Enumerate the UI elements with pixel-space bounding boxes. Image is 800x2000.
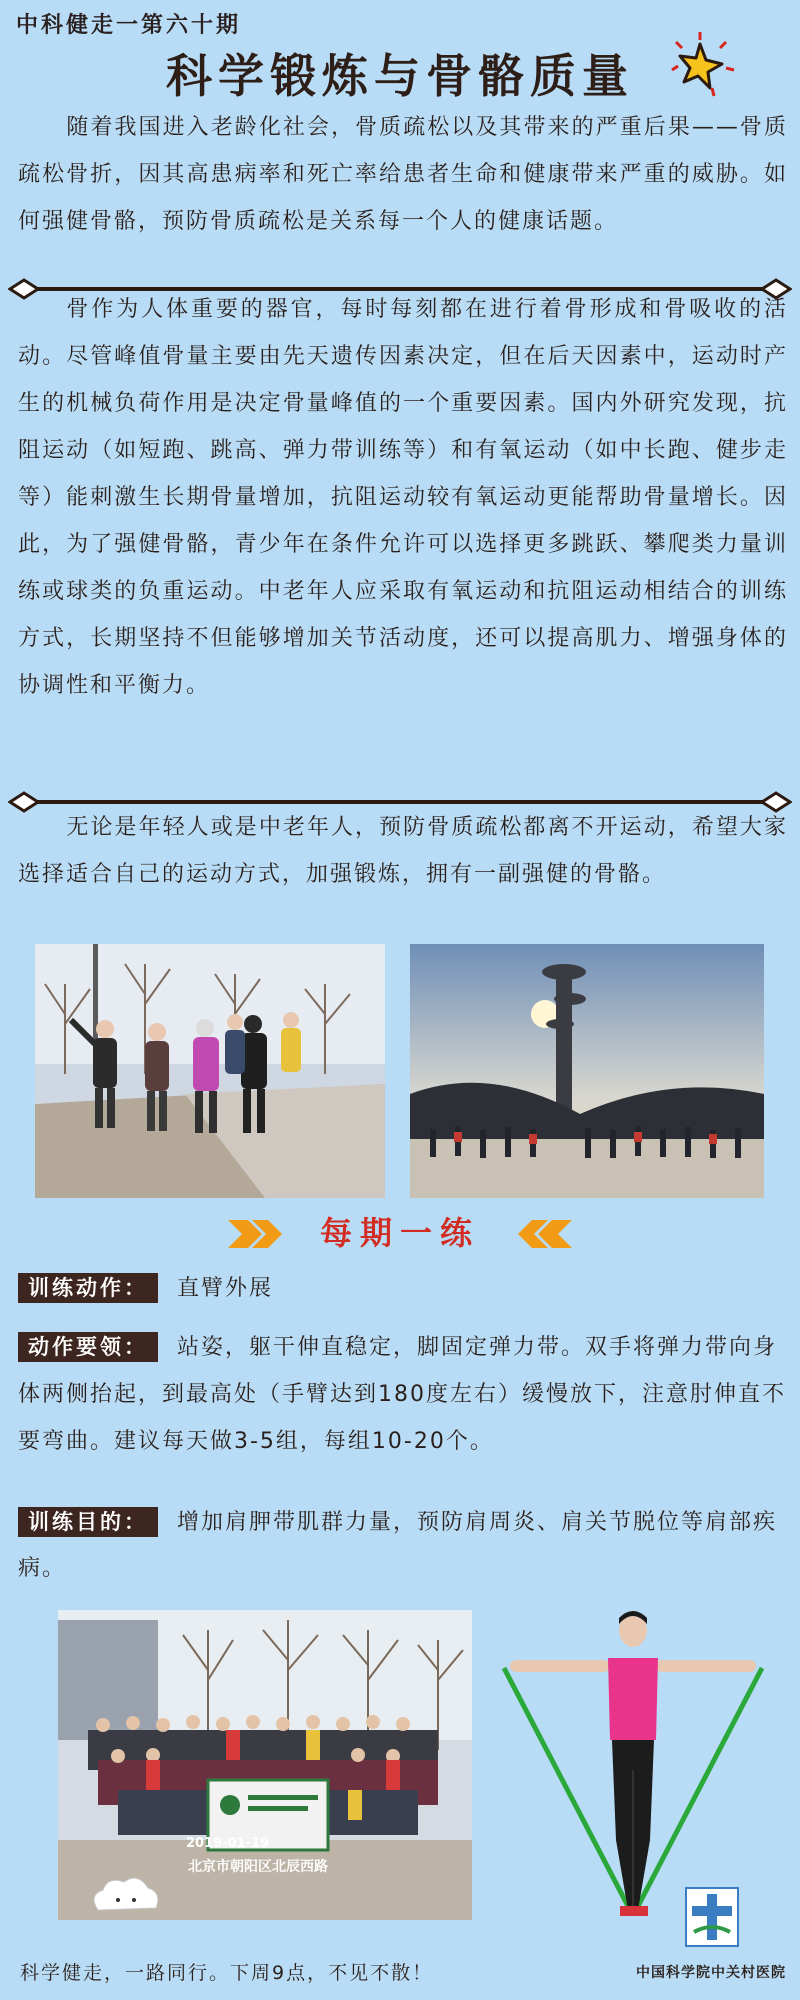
training-action-tag: 训练动作： (18, 1273, 158, 1303)
olympic-tower-photo (410, 944, 764, 1198)
section-banner-title: 每期一练 (319, 1214, 480, 1252)
photo-location-stamp: 北京市朝阳区北辰西路 (188, 1859, 328, 1875)
instructor-resistance-band-figure (500, 1610, 768, 1930)
intro-paragraph: 随着我国进入老龄化社会，骨质疏松以及其带来的严重后果——骨质疏松骨折，因其高患病率和死亡率给患者生命和健康带来严重的威胁。如何强健骨骼，预防骨质疏松是关系每一个人的健康话题。 (18, 115, 788, 234)
training-tips-tag: 动作要领： (18, 1332, 158, 1362)
hospital-logo-icon (684, 1886, 740, 1948)
training-action-value: 直臂外展 (177, 1276, 274, 1301)
body-paragraph: 骨作为人体重要的器官，每时每刻都在进行着骨形成和骨吸收的活动。尽管峰值骨量主要由先天遗传因素决定，但在后天因素中，运动时产生的机械负荷作用是决定骨量峰值的一个重要因素。国内外研究发现，抗阻运动（如短跑、跳高、弹力带训练等）和有氧运动（如中长跑、健步走等）能刺激生长期骨量增加，抗阻运动较有氧运动更能帮助骨量增长。因此，为了强健骨骼，青少年在条件允许可以选择更多跳跃、攀爬类力量训练或球类的负重运动。中老年人应采取有氧运动和抗阻运动相结合的训练方式，长期坚持不但能够增加关节活动度，还可以提高肌力、增强身体的协调性和平衡力。 (18, 297, 788, 698)
training-tips-row (18, 1324, 788, 1465)
walking-group-photo (35, 944, 385, 1198)
group-photo (58, 1610, 472, 1920)
page-title: 科学锻炼与骨骼质量 (166, 49, 634, 103)
training-action-row (18, 1272, 788, 1306)
sparkle-icon (664, 30, 736, 102)
footer-slogan: 科学健走，一路同行。下周9点，不见不散！ (20, 1962, 434, 1984)
footer-hospital-name: 中国科学院中关村医院 (636, 1965, 786, 1981)
closing-paragraph: 无论是年轻人或是中老年人，预防骨质疏松都离不开运动，希望大家选择适合自己的运动方式，加强锻炼，拥有一副强健的骨骼。 (18, 815, 788, 887)
training-purpose-value: 增加肩胛带肌群力量，预防肩周炎、肩关节脱位等肩部疾病。 (18, 1510, 778, 1581)
training-tips-value: 站姿，躯干伸直稳定，脚固定弹力带。双手将弹力带向身体两侧抬起，到最高处（手臂达到180度左右）缓慢放下，注意肘伸直不要弯曲。建议每天做3-5组，每组10-20个。 (18, 1335, 786, 1454)
training-purpose-row (18, 1500, 788, 1592)
photo-date-stamp: 2019-01-19 (186, 1836, 270, 1851)
training-purpose-tag: 训练目的： (18, 1507, 158, 1537)
issue-label: 中科健走一第六十期 (16, 13, 242, 38)
